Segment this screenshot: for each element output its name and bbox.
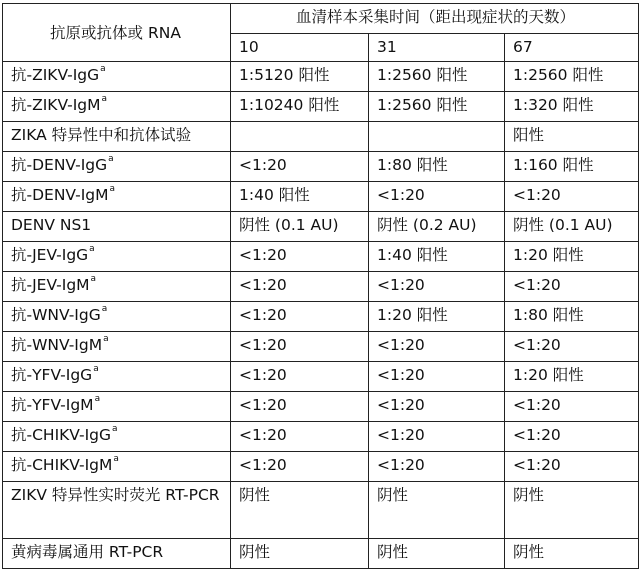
result-cell: 1:2560 阳性 (505, 62, 639, 92)
analyte-cell (3, 302, 231, 332)
collection-time-header: 血清样本采集时间（距出现症状的天数） (231, 4, 639, 34)
day-header: 67 (505, 34, 639, 62)
result-cell: <1:20 (231, 152, 369, 182)
analyte-cell (3, 152, 231, 182)
table-row (3, 62, 639, 92)
result-cell: 阴性 (0.1 AU) (231, 212, 369, 242)
result-cell: 1:10240 阳性 (231, 92, 369, 122)
result-cell: 1:160 阳性 (505, 152, 639, 182)
result-cell: <1:20 (369, 362, 505, 392)
result-cell: <1:20 (505, 332, 639, 362)
footnote-marker: a (100, 64, 106, 74)
result-cell: 阴性 (231, 482, 369, 539)
analyte-name: 抗-YFV-IgM (11, 396, 94, 414)
analyte-name: DENV NS1 (11, 216, 92, 234)
day-header: 10 (231, 34, 369, 62)
table-row (3, 482, 639, 539)
result-cell: 1:2560 阳性 (369, 92, 505, 122)
analyte-cell (3, 92, 231, 122)
result-cell: <1:20 (231, 332, 369, 362)
result-cell: <1:20 (369, 182, 505, 212)
result-cell: <1:20 (505, 182, 639, 212)
result-cell: 阴性 (0.2 AU) (369, 212, 505, 242)
footnote-marker: a (103, 334, 109, 344)
day-header: 31 (369, 34, 505, 62)
footnote-marker: a (89, 244, 95, 254)
result-cell: <1:20 (231, 272, 369, 302)
analyte-cell (3, 392, 231, 422)
result-cell: <1:20 (369, 332, 505, 362)
analyte-name: 抗-WNV-IgG (11, 306, 101, 324)
analyte-name: 抗-ZIKV-IgM (11, 96, 101, 114)
footnote-marker: a (101, 304, 108, 314)
result-cell: 1:80 阳性 (369, 152, 505, 182)
result-cell: 阴性 (505, 539, 639, 569)
analyte-name: 抗-YFV-IgG (11, 366, 93, 384)
result-cell: <1:20 (505, 392, 639, 422)
result-cell: 阴性 (0.1 AU) (505, 212, 639, 242)
table-row (3, 212, 639, 242)
result-cell: 阴性 (369, 482, 505, 539)
table-row (3, 182, 639, 212)
result-cell: 1:20 阳性 (505, 362, 639, 392)
table-row (3, 452, 639, 482)
result-cell (369, 122, 505, 152)
analyte-cell (3, 362, 231, 392)
analyte-cell (3, 539, 231, 569)
result-cell (231, 122, 369, 152)
analyte-cell (3, 272, 231, 302)
result-cell: <1:20 (231, 362, 369, 392)
analyte-name: 抗-CHIKV-IgG (11, 426, 112, 444)
analyte-header: 抗原或抗体或 RNA (3, 4, 231, 62)
analyte-cell (3, 212, 231, 242)
analyte-name: 抗-DENV-IgG (11, 156, 108, 174)
table-row (3, 92, 639, 122)
analyte-name: ZIKV 特异性实时荧光 RT-PCR (11, 486, 220, 504)
footnote-marker: a (101, 94, 108, 104)
result-cell: <1:20 (369, 452, 505, 482)
table-row (3, 122, 639, 152)
analyte-name: 抗-CHIKV-IgM (11, 456, 113, 474)
serology-results-table (2, 3, 639, 569)
analyte-cell (3, 182, 231, 212)
result-cell: 1:80 阳性 (505, 302, 639, 332)
table-row (3, 362, 639, 392)
table-row (3, 332, 639, 362)
footnote-marker: a (108, 154, 114, 164)
analyte-name: 抗-JEV-IgM (11, 276, 90, 294)
result-cell: 1:20 阳性 (369, 302, 505, 332)
analyte-cell (3, 452, 231, 482)
analyte-cell (3, 122, 231, 152)
result-cell: <1:20 (369, 272, 505, 302)
table-row (3, 422, 639, 452)
analyte-cell (3, 422, 231, 452)
result-cell: <1:20 (231, 392, 369, 422)
analyte-cell (3, 482, 231, 539)
analyte-name: 黄病毒属通用 RT-PCR (11, 543, 164, 561)
header-row-1 (3, 4, 639, 34)
result-cell: <1:20 (231, 302, 369, 332)
result-cell: <1:20 (231, 242, 369, 272)
result-cell: <1:20 (369, 392, 505, 422)
result-cell: 阴性 (231, 539, 369, 569)
result-cell: <1:20 (505, 422, 639, 452)
footnote-marker: a (90, 274, 97, 284)
table-row (3, 272, 639, 302)
analyte-cell (3, 332, 231, 362)
result-cell: 阴性 (369, 539, 505, 569)
table-row (3, 152, 639, 182)
result-cell: 1:320 阳性 (505, 92, 639, 122)
result-cell: 1:40 阳性 (231, 182, 369, 212)
table-body (3, 62, 639, 569)
analyte-name: 抗-ZIKV-IgG (11, 66, 100, 84)
table-row (3, 242, 639, 272)
table-row (3, 539, 639, 569)
analyte-cell (3, 242, 231, 272)
result-cell: 1:20 阳性 (505, 242, 639, 272)
result-cell: 阳性 (505, 122, 639, 152)
result-cell: 阴性 (505, 482, 639, 539)
footnote-marker: a (112, 424, 118, 434)
table-row (3, 392, 639, 422)
footnote-marker: a (94, 394, 101, 404)
result-cell: <1:20 (231, 452, 369, 482)
analyte-cell (3, 62, 231, 92)
analyte-name: 抗-JEV-IgG (11, 246, 89, 264)
footnote-marker: a (109, 184, 116, 194)
result-cell: 1:40 阳性 (369, 242, 505, 272)
result-cell: 1:2560 阳性 (369, 62, 505, 92)
table-row (3, 302, 639, 332)
analyte-name: ZIKA 特异性中和抗体试验 (11, 126, 192, 144)
footnote-marker: a (93, 364, 99, 374)
analyte-name: 抗-WNV-IgM (11, 336, 103, 354)
result-cell: <1:20 (505, 272, 639, 302)
result-cell: <1:20 (369, 422, 505, 452)
result-cell: 1:5120 阳性 (231, 62, 369, 92)
result-cell: <1:20 (505, 452, 639, 482)
analyte-name: 抗-DENV-IgM (11, 186, 109, 204)
result-cell: <1:20 (231, 422, 369, 452)
footnote-marker: a (113, 454, 119, 464)
